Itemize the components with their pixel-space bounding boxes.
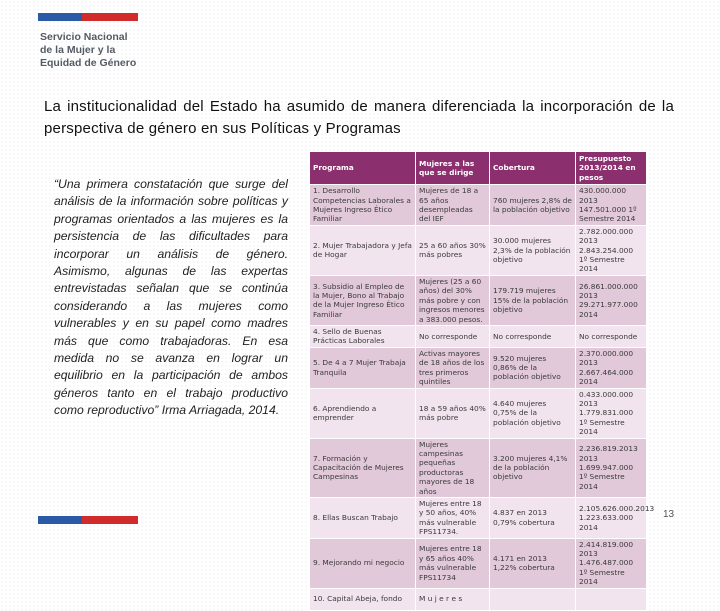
table-cell: Mujeres campesinas pequeñas productoras mayores de 18 años <box>416 438 490 497</box>
table-cell: M u j e r e s <box>416 588 490 610</box>
table-row <box>310 438 647 497</box>
table-cell: 9.520 mujeres 0,86% de la población objetivo <box>490 347 576 388</box>
table-cell: 4.837 en 2013 0,79% cobertura <box>490 498 576 539</box>
table-cell: 3.200 mujeres 4,1% de la población objetivo <box>490 438 576 497</box>
logo-line: Servicio Nacional <box>40 31 128 43</box>
slide-heading: La institucionalidad del Estado ha asumido de manera diferenciada la incorporación de la perspectiva de género en sus Políticas y Programas <box>44 98 674 137</box>
programs-table-container <box>309 151 655 604</box>
institution-logo-text <box>40 31 136 70</box>
table-cell: 25 a 60 años 30% más pobres <box>416 225 490 275</box>
table-cell: 4.640 mujeres 0,75% de la población objetivo <box>490 388 576 438</box>
table-cell: Mujeres (25 a 60 años) del 30% más pobre y con ingresos menores a 383.000 pesos. <box>416 275 490 325</box>
table-row <box>310 498 647 539</box>
table-cell: 18 a 59 años 40% más pobre <box>416 388 490 438</box>
table-cell: 30.000 mujeres 2,3% de la población objetivo <box>490 225 576 275</box>
table-cell: 760 mujeres 2,8% de la población objetivo <box>490 185 576 226</box>
top-flag-bar <box>38 13 138 21</box>
table-cell: 7. Formación y Capacitación de Mujeres Campesinas <box>310 438 416 497</box>
table-cell: 5. De 4 a 7 Mujer Trabaja Tranquila <box>310 347 416 388</box>
table-cell: 2.105.626.000.2013 1.223.633.000 2014 <box>576 498 647 539</box>
table-cell: 2.782.000.000 2013 2.843.254.000 1º Semestre 2014 <box>576 225 647 275</box>
header-programa: Programa <box>310 152 416 185</box>
header-cobertura: Cobertura <box>490 152 576 185</box>
table-row <box>310 185 647 226</box>
table-cell: 4.171 en 2013 1,22% cobertura <box>490 538 576 588</box>
table-cell: 3. Subsidio al Empleo de la Mujer, Bono al Trabajo de la Mujer Ingreso Ético Familiar <box>310 275 416 325</box>
table-cell: 2.236.819.2013 2013 1.699.947.000 1º Semestre 2014 <box>576 438 647 497</box>
table-row <box>310 588 647 610</box>
quote-paragraph: “Una primera constatación que surge del análisis de la información sobre políticas y programas orientados a las mujeres es la persistencia de las dificultades para incorporar un análisis de género. Asimismo, algunas de las expertas entrevistadas señalan que se continúa considerando a las mujeres como vulnerables y en su papel como madres más que como trabajadoras. En esa medida no se avanza en lograr un equilibrio en la participación de ambos géneros tanto en el trabajo productivo como reproductivo” Irma Arriagada, 2014. <box>54 177 288 418</box>
table-cell: 1. Desarrollo Competencias Laborales a Mujeres Ingreso Ético Familiar <box>310 185 416 226</box>
table-row <box>310 275 647 325</box>
header-mujeres: Mujeres a las que se dirige <box>416 152 490 185</box>
table-cell: 9. Mejorando mi negocio <box>310 538 416 588</box>
bottom-flag-bar <box>38 516 138 524</box>
header-presupuesto: Presupuesto 2013/2014 en pesos <box>576 152 647 185</box>
table-cell: 2. Mujer Trabajadora y Jefa de Hogar <box>310 225 416 275</box>
table-cell: 0.433.000.000 2013 1.779.831.000 1º Semestre 2014 <box>576 388 647 438</box>
table-cell: Mujeres entre 18 y 50 años, 40% más vulnerable FPS11734. <box>416 498 490 539</box>
table-cell: No corresponde <box>490 325 576 347</box>
table-row <box>310 388 647 438</box>
programs-table <box>309 151 655 611</box>
table-cell <box>490 588 576 610</box>
table-cell: 179.719 mujeres 15% de la población objetivo <box>490 275 576 325</box>
table-cell: Activas mayores de 18 años de los tres primeros quintiles <box>416 347 490 388</box>
table-cell: 430.000.000 2013 147.501.000 1º Semestre 2014 <box>576 185 647 226</box>
page-number: 13 <box>663 509 675 520</box>
table-header-row <box>310 152 647 185</box>
table-cell <box>576 588 647 610</box>
table-cell: No corresponde <box>576 325 647 347</box>
table-row <box>310 347 647 388</box>
table-cell: Mujeres de 18 a 65 años desempleadas del IEF <box>416 185 490 226</box>
table-cell: 6. Aprendiendo a emprender <box>310 388 416 438</box>
table-row <box>310 225 647 275</box>
table-cell: Mujeres entre 18 y 65 años 40% más vulnerable FPS11734 <box>416 538 490 588</box>
logo-line: Equidad de Género <box>40 57 137 69</box>
table-row <box>310 538 647 588</box>
table-cell: 10. Capital Abeja, fondo <box>310 588 416 610</box>
logo-line: de la Mujer y la <box>40 44 116 56</box>
table-row <box>310 325 647 347</box>
table-cell: 26.861.000.000 2013 29.271.977.000 2014 <box>576 275 647 325</box>
table-cell: 8. Ellas Buscan Trabajo <box>310 498 416 539</box>
table-cell: 4. Sello de Buenas Prácticas Laborales <box>310 325 416 347</box>
table-cell: No corresponde <box>416 325 490 347</box>
table-cell: 2.370.000.000 2013 2.667.464.000 2014 <box>576 347 647 388</box>
table-cell: 2.414.819.000 2013 1.476.487.000 1º Semestre 2014 <box>576 538 647 588</box>
